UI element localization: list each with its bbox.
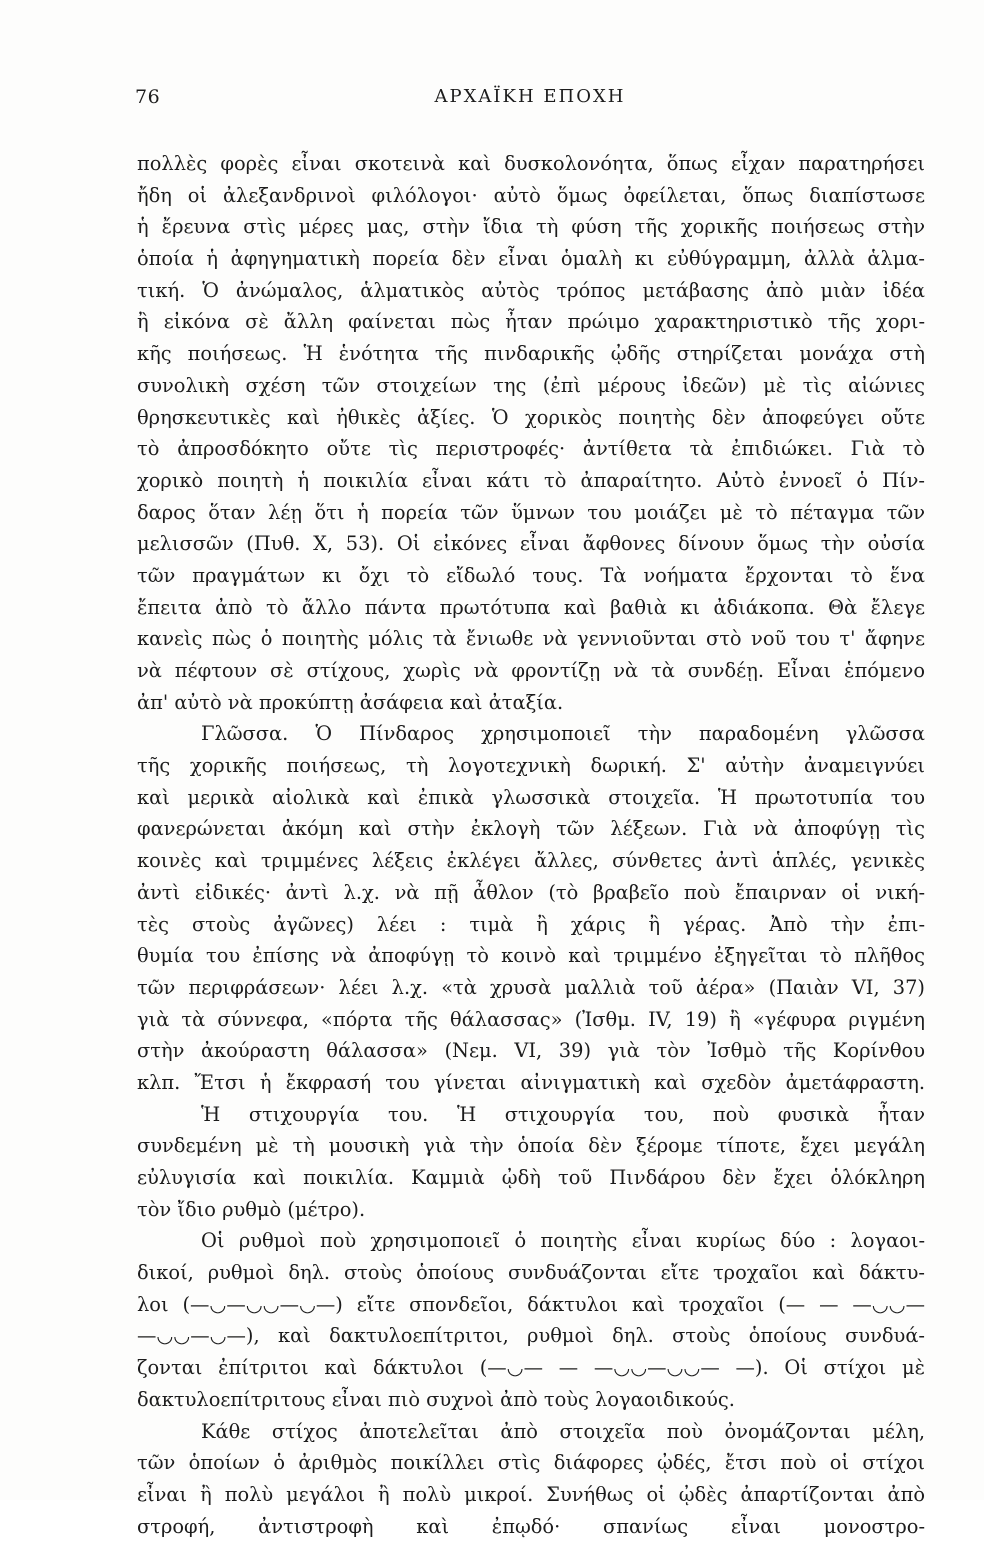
text-line: ἡ ἔρευνα στὶς μέρες μας, στὴν ἴδια τὴ φύση τῆς χορικῆς ποιήσεως στὴν — [137, 215, 925, 239]
text-line: πολλὲς φορὲς εἶναι σκοτεινὰ καὶ δυσκολονόητα, ὅπως εἶχαν παρατηρήσει — [137, 152, 925, 175]
text-line: ζονται ἐπίτριτοι καὶ δάκτυλοι (—◡— — —◡◡—◡◡— —). Οἱ στίχοι μὲ — [137, 1356, 925, 1380]
text-line: χορικὸ ποιητὴ ἡ ποικιλία εἶναι κάτι τὸ ἀπαραίτητο. Αὐτὸ ἐννοεῖ ὁ Πίν- — [137, 468, 925, 492]
text-line: νὰ πέφτουν σὲ στίχους, χωρὶς νὰ φροντίζῃ νὰ τὰ συνδέῃ. Εἶναι ἑπόμενο — [137, 659, 925, 682]
paragraph-start-line: Οἱ ρυθμοὶ ποὺ χρησιμοποιεῖ ὁ ποιητὴς εἶναι κυρίως δύο : λογαοι- — [201, 1229, 925, 1253]
body-text — [137, 148, 925, 1542]
text-line: στὴν ἀκούραστη θάλασσα» (Νεμ. VI, 39) γιὰ τὸν Ἰσθμὸ τῆς Κορίνθου — [137, 1039, 925, 1063]
text-line: —◡◡—◡—), καὶ δακτυλοεπίτριτοι, ρυθμοὶ δηλ. στοὺς ὁποίους συνδυά- — [137, 1324, 925, 1348]
text-line: στροφή, ἀντιστροφὴ καὶ ἐπῳδό· σπανίως εἶναι μονοστρο- — [137, 1514, 925, 1538]
text-line: γιὰ τὰ σύννεφα, «πόρτα τῆς θάλασσας» (Ἰσθμ. IV, 19) ἢ «γέφυρα ριγμένη — [137, 1007, 925, 1031]
text-line: συνολικὴ σχέση τῶν στοιχείων της (ἐπὶ μέρους ἰδεῶν) μὲ τὶς αἰώνιες — [137, 373, 925, 397]
text-line: τὲς στοὺς ἀγῶνες) λέει : τιμὰ ἢ χάρις ἢ γέρας. Ἀπὸ τὴν ἐπι- — [137, 912, 925, 936]
text-line: κλπ. Ἔτσι ἡ ἔκφρασή του γίνεται αἰνιγματικὴ καὶ σχεδὸν ἀμετάφραστη. — [137, 1070, 925, 1094]
text-line: κανεὶς πὼς ὁ ποιητὴς μόλις τὰ ἔνιωθε νὰ γεννιοῦνται στὸ νοῦ του τ' ἄφηνε — [137, 627, 925, 651]
section-heading-line: Γλῶσσα. Ὁ Πίνδαρος χρησιμοποιεῖ τὴν παραδομένη γλῶσσα — [201, 722, 925, 746]
text-line: τῶν πραγμάτων κι ὄχι τὸ εἴδωλό τους. Τὰ νοήματα ἔρχονται τὸ ἕνα — [137, 563, 925, 587]
text-line: τῶν ὁποίων ὁ ἀριθμὸς ποικίλλει στὶς διάφορες ᾠδές, ἔτσι ποὺ οἱ στίχοι — [137, 1451, 925, 1475]
running-head: ΑΡΧΑΪΚΗ ΕΠΟΧΗ — [434, 86, 626, 107]
text-line: συνδεμένη μὲ τὴ μουσικὴ γιὰ τὴν ὁποία δὲν ξέρομε τίποτε, ἔχει μεγάλη — [137, 1134, 925, 1158]
text-line: εἶναι ἢ πολὺ μεγάλοι ἢ πολὺ μικροί. Συνήθως οἱ ᾠδὲς ἀπαρτίζονται ἀπὸ — [137, 1482, 925, 1506]
text-line: τῶν περιφράσεων· λέει λ.χ. «τὰ χρυσὰ μαλλιὰ τοῦ ἀέρα» (Παιὰν VI, 37) — [137, 975, 925, 999]
text-line: θρησκευτικὲς καὶ ἠθικὲς ἀξίες. Ὁ χορικὸς ποιητὴς δὲν ἀποφεύγει οὔτε — [137, 405, 925, 429]
page-number: 76 — [135, 86, 161, 108]
text-line: ἤδη οἱ ἀλεξανδρινοὶ φιλόλογοι· αὐτὸ ὅμως ὀφείλεται, ὅπως διαπίστωσε — [137, 183, 925, 207]
page-header — [135, 86, 925, 116]
text-line: ἢ εἰκόνα σὲ ἄλλη φαίνεται πὼς ἦταν πρώιμο χαρακτηριστικὸ τῆς χορι- — [137, 310, 925, 334]
text-line: δαρος ὅταν λέῃ ὅτι ἡ πορεία τῶν ὕμνων του μοιάζει μὲ τὸ πέταγμα τῶν — [137, 500, 925, 524]
text-line: δικοί, ρυθμοὶ δηλ. στοὺς ὁποίους συνδυάζονται εἴτε τροχαῖοι καὶ δάκτυ- — [137, 1261, 925, 1285]
text-line: ἀπ' αὐτὸ νὰ προκύπτῃ ἀσάφεια καὶ ἀταξία. — [137, 690, 564, 714]
section-heading-line: Ἡ στιχουργία του. Ἡ στιχουργία του, ποὺ φυσικὰ ἦταν — [201, 1102, 925, 1126]
text-line: ἀντὶ εἰδικές· ἀντὶ λ.χ. νὰ πῇ ἆθλον (τὸ βραβεῖο ποὺ ἔπαιρναν οἱ νική- — [137, 880, 925, 904]
text-line: τὸν ἴδιο ρυθμὸ (μέτρο). — [137, 1197, 366, 1221]
text-line: τική. Ὁ ἀνώμαλος, ἁλματικὸς αὐτὸς τρόπος μετάβασης ἀπὸ μιὰν ἰδέα — [137, 278, 925, 302]
text-line: φανερώνεται ἀκόμη καὶ στὴν ἐκλογὴ τῶν λέξεων. Γιὰ νὰ ἀποφύγῃ τὶς — [137, 817, 925, 841]
paragraph-start-line: Κάθε στίχος ἀποτελεῖται ἀπὸ στοιχεῖα ποὺ ὀνομάζονται μέλη, — [201, 1419, 925, 1443]
text-line: εὐλυγισία καὶ ποικιλία. Καμμιὰ ᾠδὴ τοῦ Πινδάρου δὲν ἔχει ὁλόκληρη — [137, 1166, 925, 1189]
text-line: ἔπειτα ἀπὸ τὸ ἄλλο πάντα πρωτότυπα καὶ βαθιὰ κι ἀδιάκοπα. Θὰ ἔλεγε — [137, 595, 925, 619]
text-line: δακτυλοεπίτριτους εἶναι πιὸ συχνοὶ ἀπὸ τοὺς λογαοιδικούς. — [137, 1387, 735, 1411]
text-line: θυμία του ἐπίσης νὰ ἀποφύγῃ τὸ κοινὸ καὶ τριμμένο ἐξηγεῖται τὸ πλῆθος — [137, 944, 925, 968]
text-line: λοι (—◡—◡◡—◡—) εἴτε σπονδεῖοι, δάκτυλοι καὶ τροχαῖοι (— — —◡◡— — [137, 1292, 925, 1316]
text-line: κῆς ποιήσεως. Ἡ ἑνότητα τῆς πινδαρικῆς ᾠδῆς στηρίζεται μονάχα στὴ — [137, 342, 925, 366]
text-line: κοινὲς καὶ τριμμένες λέξεις ἐκλέγει ἄλλες, σύνθετες ἀντὶ ἁπλές, γενικὲς — [137, 849, 925, 873]
text-line: τῆς χορικῆς ποιήσεως, τὴ λογοτεχνικὴ δωρική. Σ' αὐτὴν ἀναμειγνύει — [137, 754, 925, 778]
text-line: ὁποία ἡ ἀφηγηματικὴ πορεία δὲν εἶναι ὁμαλὴ κι εὐθύγραμμη, ἀλλὰ ἁλμα- — [137, 247, 925, 271]
text-line: τὸ ἀπροσδόκητο οὔτε τὶς περιστροφές· ἀντίθετα τὰ ἐπιδιώκει. Γιὰ τὸ — [137, 437, 925, 461]
text-line: μελισσῶν (Πυθ. Χ, 53). Οἱ εἰκόνες εἶναι ἄφθονες δίνουν ὅμως τὴν οὐσία — [137, 532, 925, 556]
text-line: καὶ μερικὰ αἰολικὰ καὶ ἐπικὰ γλωσσικὰ στοιχεῖα. Ἡ πρωτοτυπία του — [137, 785, 925, 809]
